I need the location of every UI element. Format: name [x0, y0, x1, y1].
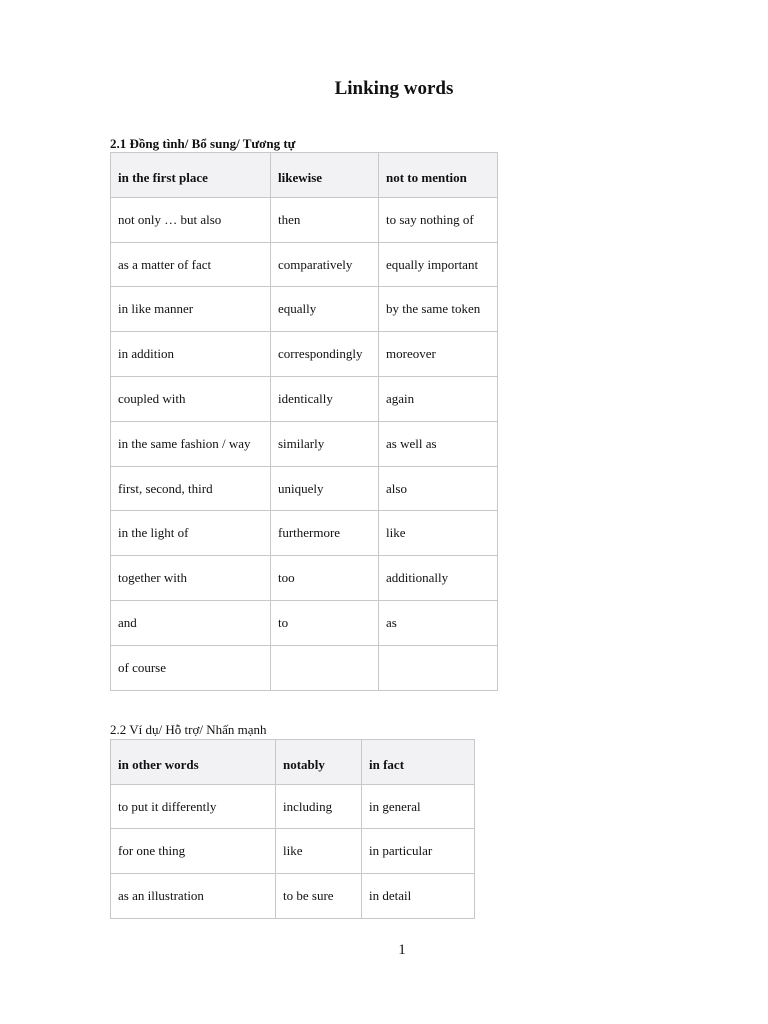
table-cell: also: [379, 466, 498, 511]
table-cell: as well as: [379, 421, 498, 466]
table-header-row: [111, 740, 475, 785]
table-cell: identically: [271, 376, 379, 421]
table-row: [111, 197, 498, 242]
table-row: [111, 511, 498, 556]
table-cell: in the light of: [111, 511, 271, 556]
table-cell: moreover: [379, 332, 498, 377]
table-cell: of course: [111, 645, 271, 690]
table-row: [111, 645, 498, 690]
header-cell: notably: [276, 740, 362, 785]
table-cell: like: [379, 511, 498, 556]
table-row: [111, 466, 498, 511]
table-cell: including: [276, 784, 362, 829]
page-title: Linking words: [334, 78, 454, 99]
table-cell: for one thing: [111, 829, 276, 874]
table-cell: in addition: [111, 332, 271, 377]
table-row: [111, 874, 475, 919]
table-row: [111, 242, 498, 287]
table-cell: equally: [271, 287, 379, 332]
agreement-words-table: [110, 152, 498, 691]
table-cell: uniquely: [271, 466, 379, 511]
table-cell: furthermore: [271, 511, 379, 556]
table-row: [111, 600, 498, 645]
table-cell: as: [379, 600, 498, 645]
table-cell: and: [111, 600, 271, 645]
table-cell: in general: [362, 784, 475, 829]
table-cell: as a matter of fact: [111, 242, 271, 287]
table-cell: first, second, third: [111, 466, 271, 511]
table-cell: by the same token: [379, 287, 498, 332]
table-row: [111, 829, 475, 874]
table-cell: correspondingly: [271, 332, 379, 377]
table-cell: to: [271, 600, 379, 645]
table-row: [111, 556, 498, 601]
table-cell: too: [271, 556, 379, 601]
table-cell: again: [379, 376, 498, 421]
table-cell: [379, 645, 498, 690]
table-cell: not only … but also: [111, 197, 271, 242]
table-cell: equally important: [379, 242, 498, 287]
table-cell: then: [271, 197, 379, 242]
header-cell: not to mention: [379, 153, 498, 198]
header-cell: likewise: [271, 153, 379, 198]
table-cell: together with: [111, 556, 271, 601]
table-row: [111, 376, 498, 421]
table-cell: like: [276, 829, 362, 874]
page-number: 1: [398, 942, 406, 958]
table-cell: in particular: [362, 829, 475, 874]
table-cell: in the same fashion / way: [111, 421, 271, 466]
table-cell: as an illustration: [111, 874, 276, 919]
table-cell: in like manner: [111, 287, 271, 332]
section-heading-examples: 2.2 Ví dụ/ Hỗ trợ/ Nhấn mạnh: [110, 722, 267, 737]
table-cell: additionally: [379, 556, 498, 601]
header-cell: in the first place: [111, 153, 271, 198]
table-row: [111, 421, 498, 466]
table-cell: to be sure: [276, 874, 362, 919]
table-row: [111, 332, 498, 377]
table-cell: in detail: [362, 874, 475, 919]
table-cell: comparatively: [271, 242, 379, 287]
section-heading-agreement: 2.1 Đồng tình/ Bổ sung/ Tương tự: [110, 136, 296, 151]
table-cell: similarly: [271, 421, 379, 466]
header-cell: in other words: [111, 740, 276, 785]
table-cell: to say nothing of: [379, 197, 498, 242]
table-row: [111, 784, 475, 829]
header-cell: in fact: [362, 740, 475, 785]
example-words-table: [110, 739, 475, 919]
table-cell: coupled with: [111, 376, 271, 421]
table-cell: [271, 645, 379, 690]
table-header-row: [111, 153, 498, 198]
table-row: [111, 287, 498, 332]
table-cell: to put it differently: [111, 784, 276, 829]
